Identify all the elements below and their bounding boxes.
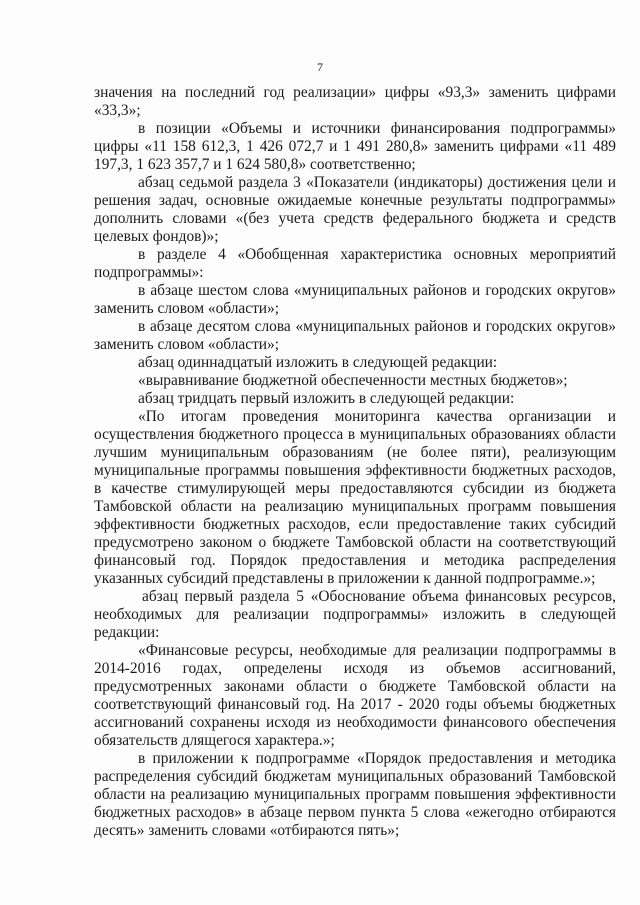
paragraph: «Финансовые ресурсы, необходимые для реализации подпрограммы в 2014-2016 годах, определены исходя из объемов ассигнований, предусмотренных законами области о бюджете Тамбовской области на соответствующий финансовый год. На 2017 - 2020 годы объемы бюджетных ассигнований сохранены исходя из необходимости финансового обеспечения обязательств длящегося характера.»; bbox=[94, 642, 616, 749]
paragraph: в приложении к подпрограмме «Порядок предоставления и методика распределения субсидий бюджетам муниципальных образований Тамбовской области на реализацию муниципальных программ повышения эффективности бюджетных расходов» в абзаце первом пункта 5 слова «ежегодно отбираются десять» заменить словами «отбираются пять»; bbox=[94, 750, 616, 839]
paragraph: в позиции «Объемы и источники финансирования подпрограммы» цифры «11 158 612,3, 1 426 072,7 и 1 491 280,8» заменить цифрами «11 489 197,3, 1 623 357,7 и 1 624 580,8» соответственно; bbox=[94, 120, 616, 173]
paragraph: в абзаце десятом слова «муниципальных районов и городских округов» заменить словом «области»; bbox=[94, 318, 616, 353]
paragraph: значения на последний год реализации» цифры «93,3» заменить цифрами «33,3»; bbox=[94, 84, 616, 119]
paragraph: абзац одиннадцатый изложить в следующей редакции: bbox=[138, 354, 498, 371]
paragraph: абзац седьмой раздела 3 «Показатели (индикаторы) достижения цели и решения задач, основные ожидаемые конечные результаты подпрограммы» дополнить словами «(без учета средств федерального бюджета и средств целевых фондов)»; bbox=[94, 174, 616, 245]
paragraph: абзац первый раздела 5 «Обоснование объема финансовых ресурсов, необходимых для реализации подпрограммы» изложить в следующей редакции: bbox=[94, 588, 616, 641]
page-number: 7 bbox=[317, 60, 323, 74]
paragraph: в разделе 4 «Обобщенная характеристика основных мероприятий подпрограммы»: bbox=[94, 246, 616, 281]
paragraph: абзац тридцать первый изложить в следующей редакции: bbox=[138, 390, 515, 407]
paragraph: «По итогам проведения мониторинга качества организации и осуществления бюджетного процесса в муниципальных образованиях области лучшим муниципальным образованиям (не более пяти), реализующим муниципальные программы повышения эффективности бюджетных расходов, в качестве стимулирующей меры предоставляются субсидии из бюджета Тамбовской области на реализацию муниципальных программ повышения эффективности бюджетных расходов, если предоставление таких субсидий предусмотрено законом о бюджете Тамбовской области на соответствующий финансовый год. Порядок предоставления и методика распределения указанных субсидий представлены в приложении к данной подпрограмме.»; bbox=[94, 408, 616, 587]
paragraph: в абзаце шестом слова «муниципальных районов и городских округов» заменить словом «области»; bbox=[94, 282, 616, 317]
document-body bbox=[94, 84, 616, 840]
paragraph: «выравнивание бюджетной обеспеченности местных бюджетов»; bbox=[138, 372, 568, 389]
